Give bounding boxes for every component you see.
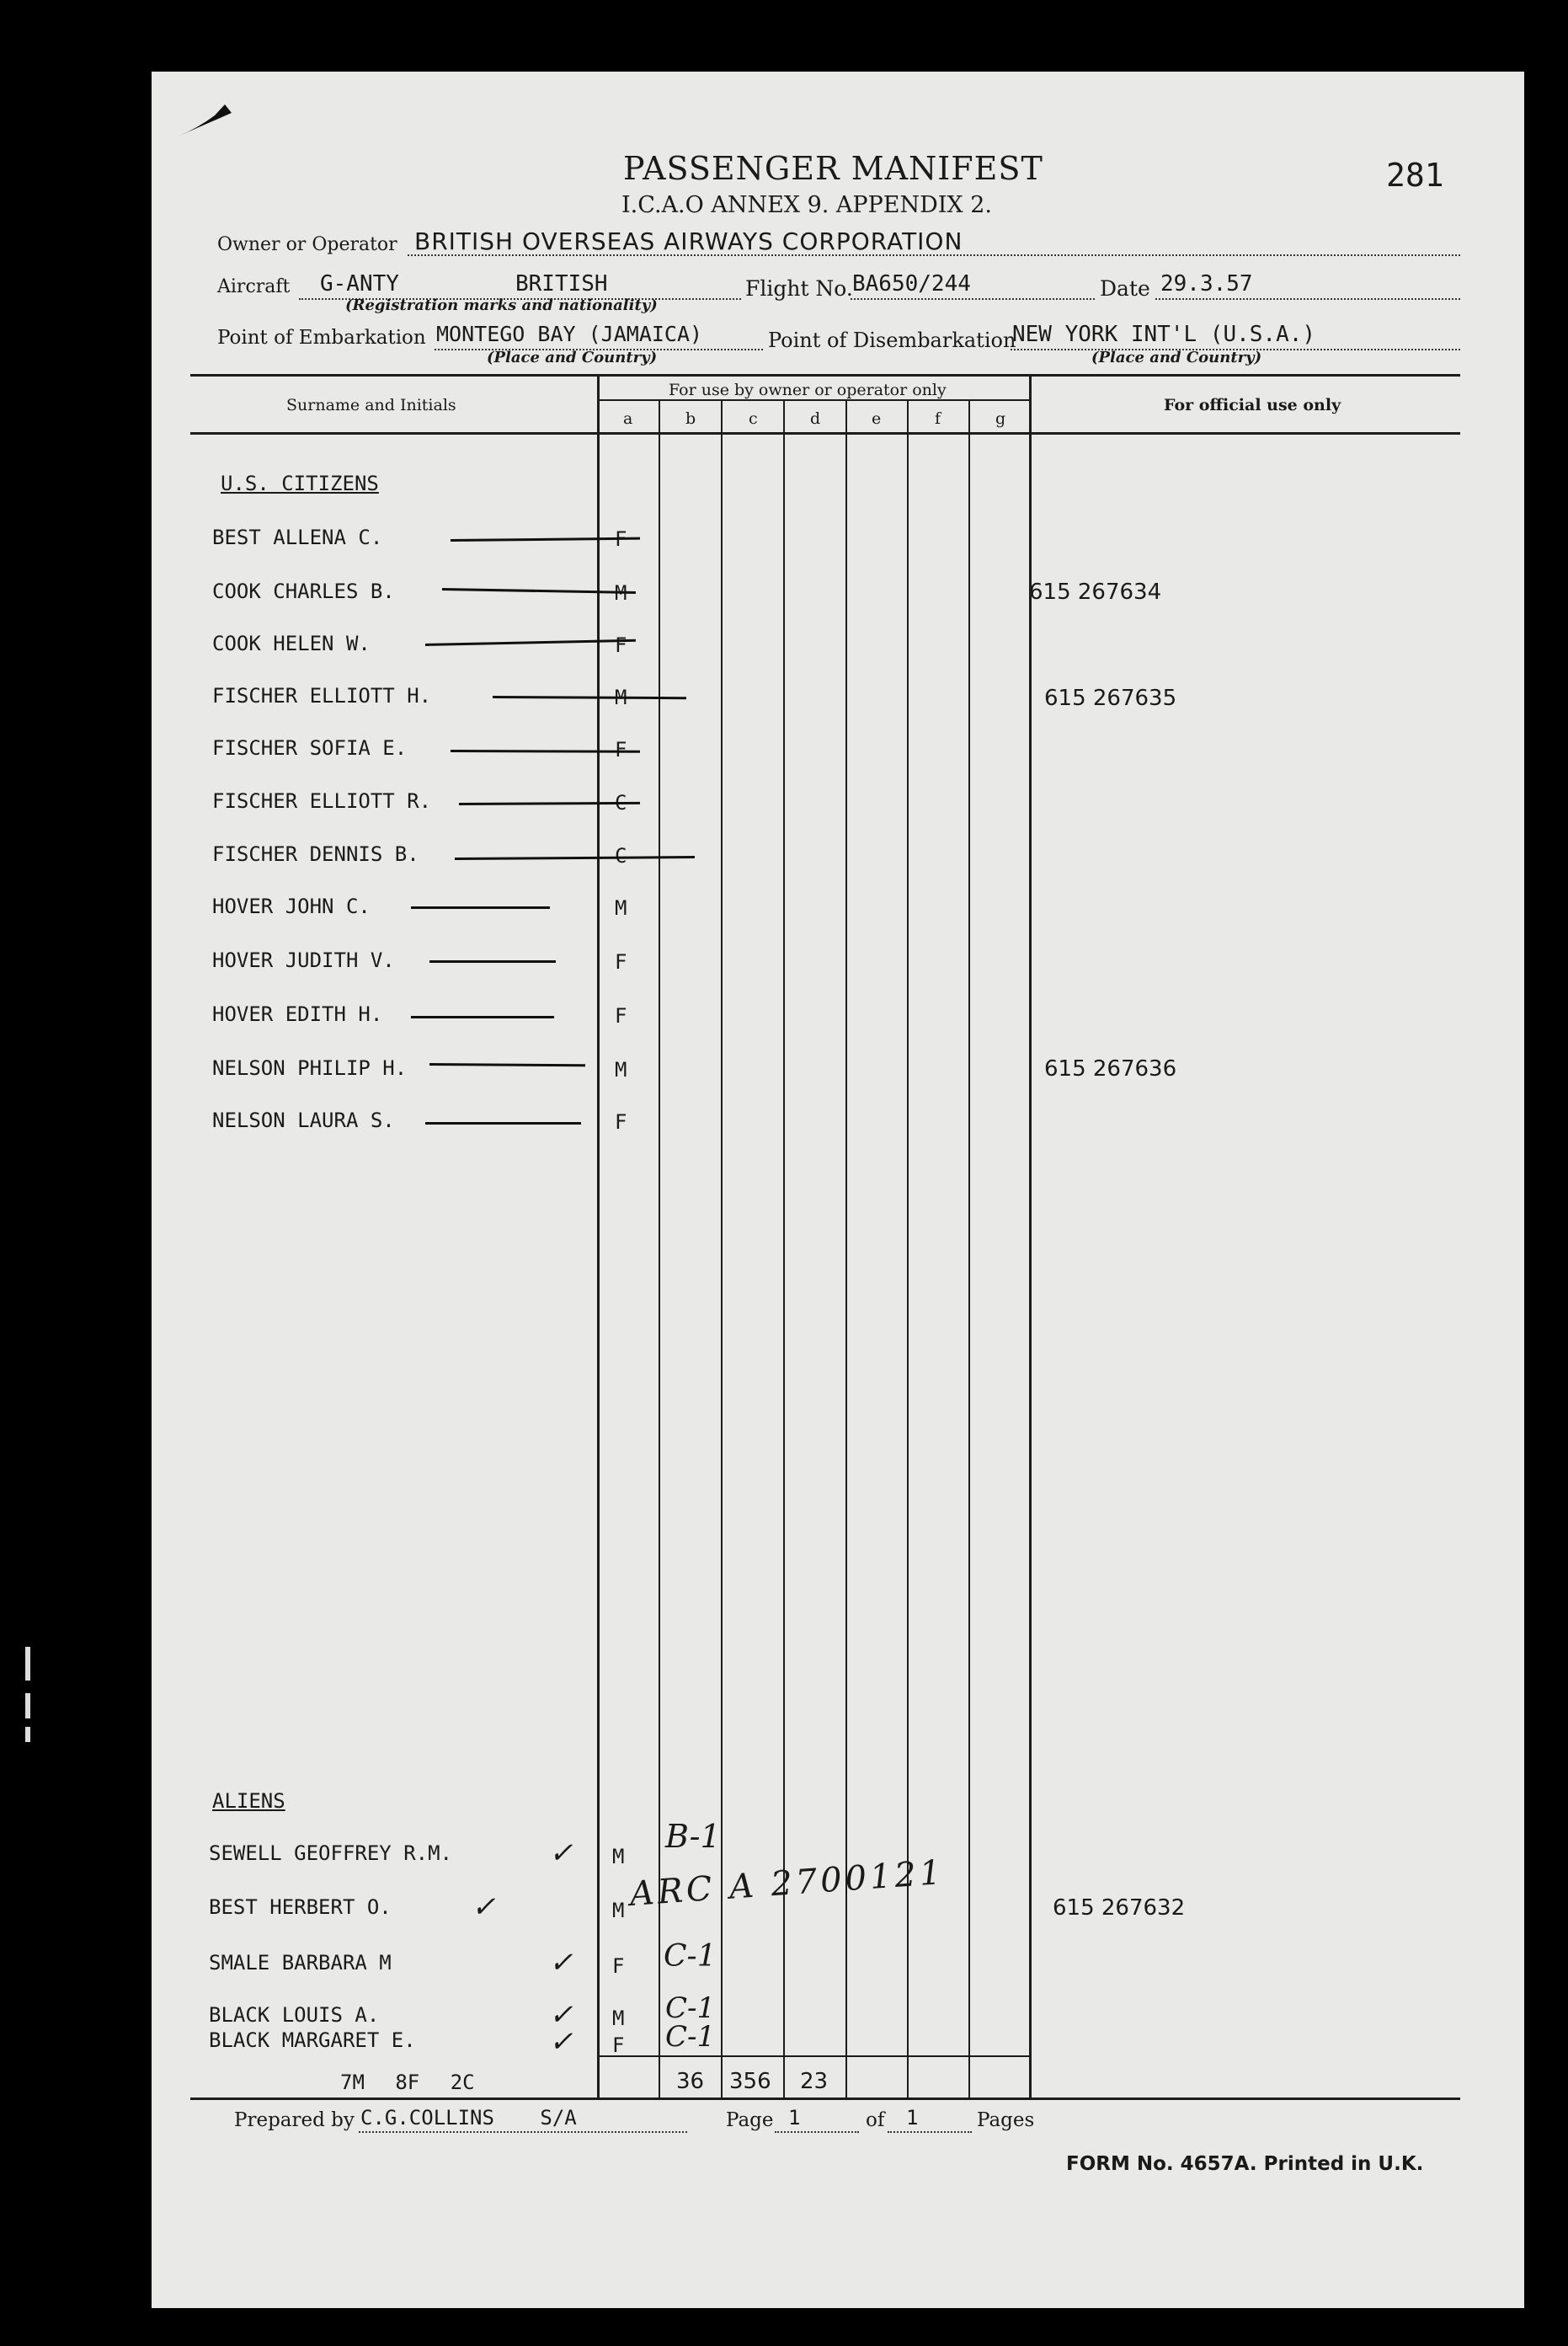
- passenger-sex: F: [615, 950, 627, 974]
- page-line: [775, 2131, 859, 2133]
- column-header-a: a: [623, 409, 633, 428]
- passenger-name: FISCHER ELLIOTT H.: [212, 684, 432, 708]
- column-header-e: e: [872, 409, 882, 428]
- column-header-f: f: [935, 409, 941, 428]
- name-line: [411, 1016, 554, 1018]
- aircraft-label: Aircraft: [217, 276, 291, 297]
- official-number: 615 267635: [1044, 686, 1177, 711]
- disembarkation-value: NEW YORK INT'L (U.S.A.): [1012, 322, 1316, 347]
- passenger-name: HOVER JUDITH V.: [212, 949, 395, 972]
- owner-value: BRITISH OVERSEAS AIRWAYS CORPORATION: [414, 227, 963, 255]
- date-value: 29.3.57: [1160, 271, 1253, 297]
- check-mark: ✓: [472, 1890, 496, 1924]
- scan-edge-mark: [25, 1693, 30, 1718]
- passenger-sex: F: [612, 1954, 625, 1978]
- scan-edge-mark: [25, 1647, 30, 1681]
- passenger-sex: M: [612, 2007, 625, 2030]
- passenger-name: NELSON PHILIP H.: [212, 1056, 408, 1080]
- passenger-name: SMALE BARBARA M: [209, 1951, 392, 1975]
- passenger-name: BLACK MARGARET E.: [209, 2028, 416, 2052]
- passenger-sex: M: [612, 1845, 625, 1868]
- official-number: 615 267636: [1044, 1056, 1177, 1082]
- passenger-name: FISCHER SOFIA E.: [212, 736, 408, 760]
- form-number: FORM No. 4657A. Printed in U.K.: [1066, 2153, 1424, 2175]
- column-divider: [845, 401, 847, 2098]
- passenger-name: SEWELL GEOFFREY R.M.: [209, 1841, 452, 1865]
- name-line: [425, 1122, 581, 1125]
- table-bottom-rule: [190, 2098, 1460, 2100]
- passenger-sex: F: [615, 1004, 627, 1028]
- page-title: PASSENGER MANIFEST: [623, 150, 1043, 187]
- passenger-sex: M: [615, 896, 627, 920]
- passenger-name: FISCHER DENNIS B.: [212, 842, 419, 866]
- section-aliens: ALIENS: [212, 1789, 285, 1813]
- flight-label: Flight No.: [745, 276, 853, 301]
- pages-label: Pages: [977, 2109, 1035, 2131]
- page-number: 281: [1386, 157, 1444, 194]
- handwritten-note: C-1: [665, 2020, 716, 2054]
- passenger-name: FISCHER ELLIOTT R.: [212, 789, 432, 813]
- passenger-name: BEST ALLENA C.: [212, 526, 383, 549]
- column-divider: [783, 401, 785, 2098]
- passenger-sex: M: [612, 1899, 625, 1922]
- check-mark: ✓: [549, 1998, 573, 2032]
- handwritten-note: C-1: [664, 1939, 717, 1974]
- of-line: [888, 2131, 972, 2133]
- column-header-c: c: [749, 409, 758, 428]
- aircraft-nationality: BRITISH: [515, 271, 608, 297]
- name-line: [411, 906, 550, 909]
- section-us-citizens: U.S. CITIZENS: [221, 472, 379, 495]
- passenger-sex: M: [615, 1058, 627, 1082]
- date-line: [1155, 298, 1460, 300]
- surname-header: Surname and Initials: [286, 396, 456, 414]
- handwritten-note: ARC A 2700121: [628, 1852, 946, 1914]
- table-header-rule: [190, 432, 1460, 435]
- disembarkation-caption: (Place and Country): [1091, 349, 1262, 366]
- column-divider: [1029, 374, 1032, 2098]
- embarkation-caption: (Place and Country): [487, 349, 658, 366]
- column-divider: [968, 401, 970, 2098]
- column-header-d: d: [810, 409, 821, 428]
- total-col-d: 23: [800, 2069, 829, 2094]
- column-divider: [597, 374, 600, 2098]
- corner-tick-mark: [173, 94, 248, 145]
- total-col-b: 36: [676, 2069, 705, 2094]
- totals-summary: 7M 8F 2C: [340, 2071, 475, 2094]
- flight-number: BA650/244: [852, 271, 971, 297]
- prepared-by-label: Prepared by: [234, 2109, 355, 2131]
- aircraft-registration: G-ANTY: [320, 271, 399, 297]
- official-use-header: For official use only: [1164, 396, 1341, 414]
- prepared-by-value: C.G.COLLINS S/A: [360, 2106, 577, 2130]
- column-divider: [659, 401, 660, 2098]
- passenger-name: COOK CHARLES B.: [212, 580, 395, 603]
- passenger-name: BEST HERBERT O.: [209, 1895, 392, 1919]
- passenger-sex: F: [615, 1110, 627, 1134]
- check-mark: ✓: [549, 1836, 573, 1870]
- handwritten-note: B-1: [665, 1818, 721, 1855]
- registration-caption: (Registration marks and nationality): [345, 297, 658, 314]
- passenger-name: BLACK LOUIS A.: [209, 2003, 380, 2027]
- disembarkation-label: Point of Disembarkation: [768, 329, 1016, 352]
- handwritten-note: C-1: [665, 1991, 716, 2025]
- column-header-b: b: [685, 409, 696, 428]
- totals-rule: [600, 2055, 1031, 2057]
- passenger-name: HOVER JOHN C.: [212, 895, 371, 918]
- total-col-c: 356: [729, 2069, 771, 2094]
- date-label: Date: [1100, 276, 1150, 301]
- passenger-name: NELSON LAURA S.: [212, 1109, 395, 1132]
- column-divider: [721, 401, 723, 2098]
- check-mark: ✓: [549, 1946, 573, 1980]
- official-number: 615 267632: [1053, 1895, 1186, 1921]
- check-mark: ✓: [549, 2025, 573, 2059]
- embarkation-label: Point of Embarkation: [217, 327, 426, 349]
- scan-edge-mark: [25, 1727, 30, 1742]
- prepared-by-line: [359, 2131, 687, 2133]
- of-label: of: [866, 2109, 885, 2131]
- owner-label: Owner or Operator: [217, 234, 397, 255]
- passenger-sex: F: [612, 2033, 625, 2057]
- table-top-rule: [190, 374, 1460, 377]
- page-value: 1: [788, 2106, 801, 2130]
- name-line: [429, 960, 556, 963]
- of-value: 1: [906, 2106, 919, 2130]
- official-number: 615 267634: [1029, 580, 1162, 605]
- column-divider: [907, 401, 909, 2098]
- embarkation-value: MONTEGO BAY (JAMAICA): [436, 322, 703, 346]
- column-header-g: g: [995, 409, 1006, 428]
- flight-line: [851, 298, 1095, 300]
- owner-use-rule: [600, 399, 1031, 401]
- owner-use-header: For use by owner or operator only: [669, 381, 947, 399]
- page-subtitle: I.C.A.O ANNEX 9. APPENDIX 2.: [621, 192, 992, 218]
- passenger-name: HOVER EDITH H.: [212, 1002, 383, 1026]
- page-label: Page: [726, 2109, 774, 2131]
- passenger-name: COOK HELEN W.: [212, 632, 371, 655]
- passenger-sex: F: [615, 633, 627, 657]
